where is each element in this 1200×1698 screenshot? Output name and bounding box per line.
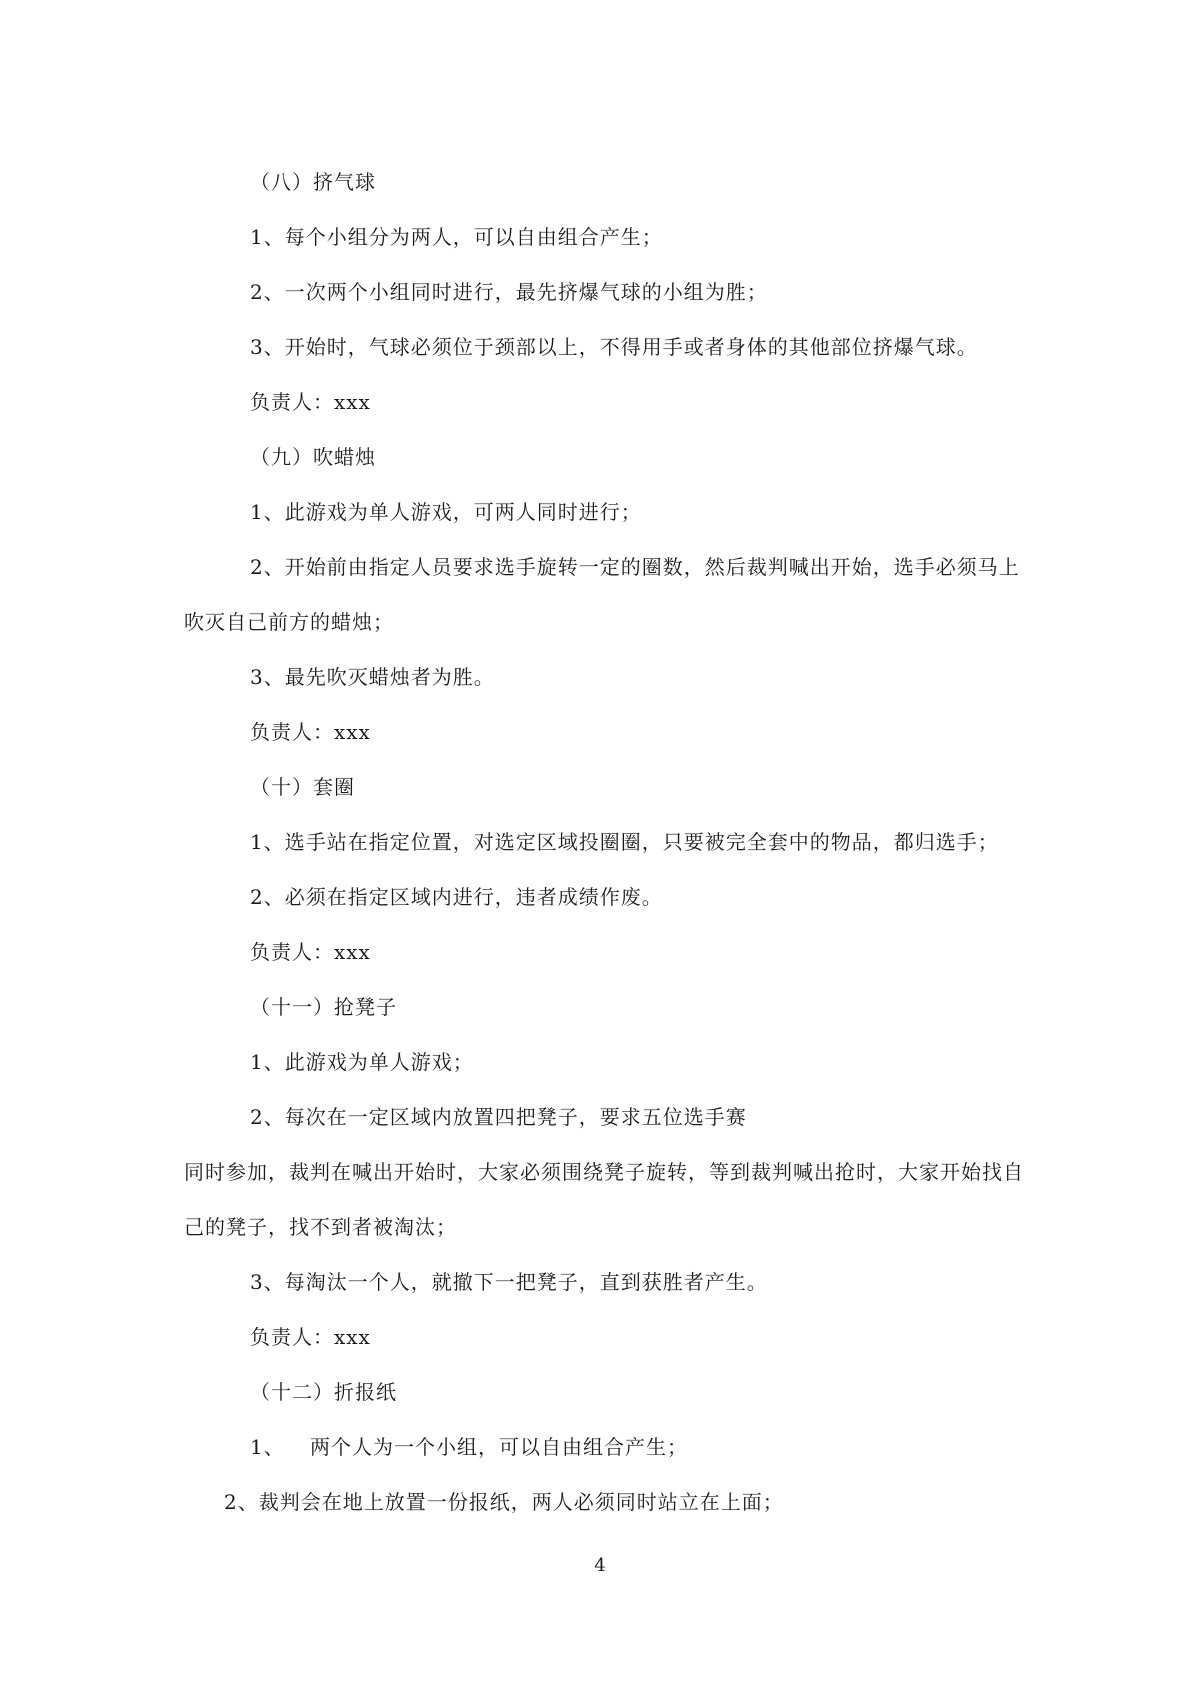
responsible-person: 负责人：xxx bbox=[250, 1325, 371, 1349]
section-heading-12: （十二）折报纸 bbox=[250, 1380, 397, 1404]
paragraph: 3、最先吹灭蜡烛者为胜。 bbox=[250, 665, 495, 689]
section-heading-10: （十）套圈 bbox=[250, 775, 355, 799]
page-number: 4 bbox=[594, 1555, 606, 1576]
paragraph: 1、此游戏为单人游戏，可两人同时进行； bbox=[250, 500, 642, 524]
paragraph: 3、每淘汰一个人，就撤下一把凳子，直到获胜者产生。 bbox=[250, 1270, 768, 1294]
responsible-person: 负责人：xxx bbox=[250, 940, 371, 964]
paragraph: 2、每次在一定区域内放置四把凳子，要求五位选手赛 bbox=[250, 1105, 747, 1129]
paragraph-continuation: 己的凳子，找不到者被淘汰； bbox=[184, 1215, 457, 1239]
paragraph: 2、一次两个小组同时进行，最先挤爆气球的小组为胜； bbox=[250, 280, 768, 304]
paragraph: 1、选手站在指定位置，对选定区域投圈圈，只要被完全套中的物品，都归选手； bbox=[250, 830, 999, 854]
section-heading-9: （九）吹蜡烛 bbox=[250, 445, 376, 469]
responsible-person: 负责人：xxx bbox=[250, 390, 371, 414]
section-heading-8: （八）挤气球 bbox=[250, 170, 376, 194]
paragraph: 1、此游戏为单人游戏； bbox=[250, 1050, 474, 1074]
paragraph: 2、裁判会在地上放置一份报纸，两人必须同时站立在上面； bbox=[224, 1490, 784, 1514]
paragraph: 1、每个小组分为两人，可以自由组合产生； bbox=[250, 225, 663, 249]
paragraph-continuation: 吹灭自己前方的蜡烛； bbox=[184, 610, 394, 634]
responsible-person: 负责人：xxx bbox=[250, 720, 371, 744]
paragraph: 2、开始前由指定人员要求选手旋转一定的圈数，然后裁判喊出开始，选手必须马上 bbox=[250, 555, 1020, 579]
paragraph: 3、开始时，气球必须位于颈部以上，不得用手或者身体的其他部位挤爆气球。 bbox=[250, 335, 978, 359]
paragraph: 2、必须在指定区域内进行，违者成绩作废。 bbox=[250, 885, 663, 909]
paragraph-continuation: 同时参加，裁判在喊出开始时，大家必须围绕凳子旋转，等到裁判喊出抢时，大家开始找自 bbox=[184, 1160, 1024, 1184]
paragraph: 两个人为一个小组，可以自由组合产生； bbox=[310, 1435, 688, 1459]
section-heading-11: （十一）抢凳子 bbox=[250, 995, 397, 1019]
list-number: 1、 bbox=[250, 1435, 285, 1459]
